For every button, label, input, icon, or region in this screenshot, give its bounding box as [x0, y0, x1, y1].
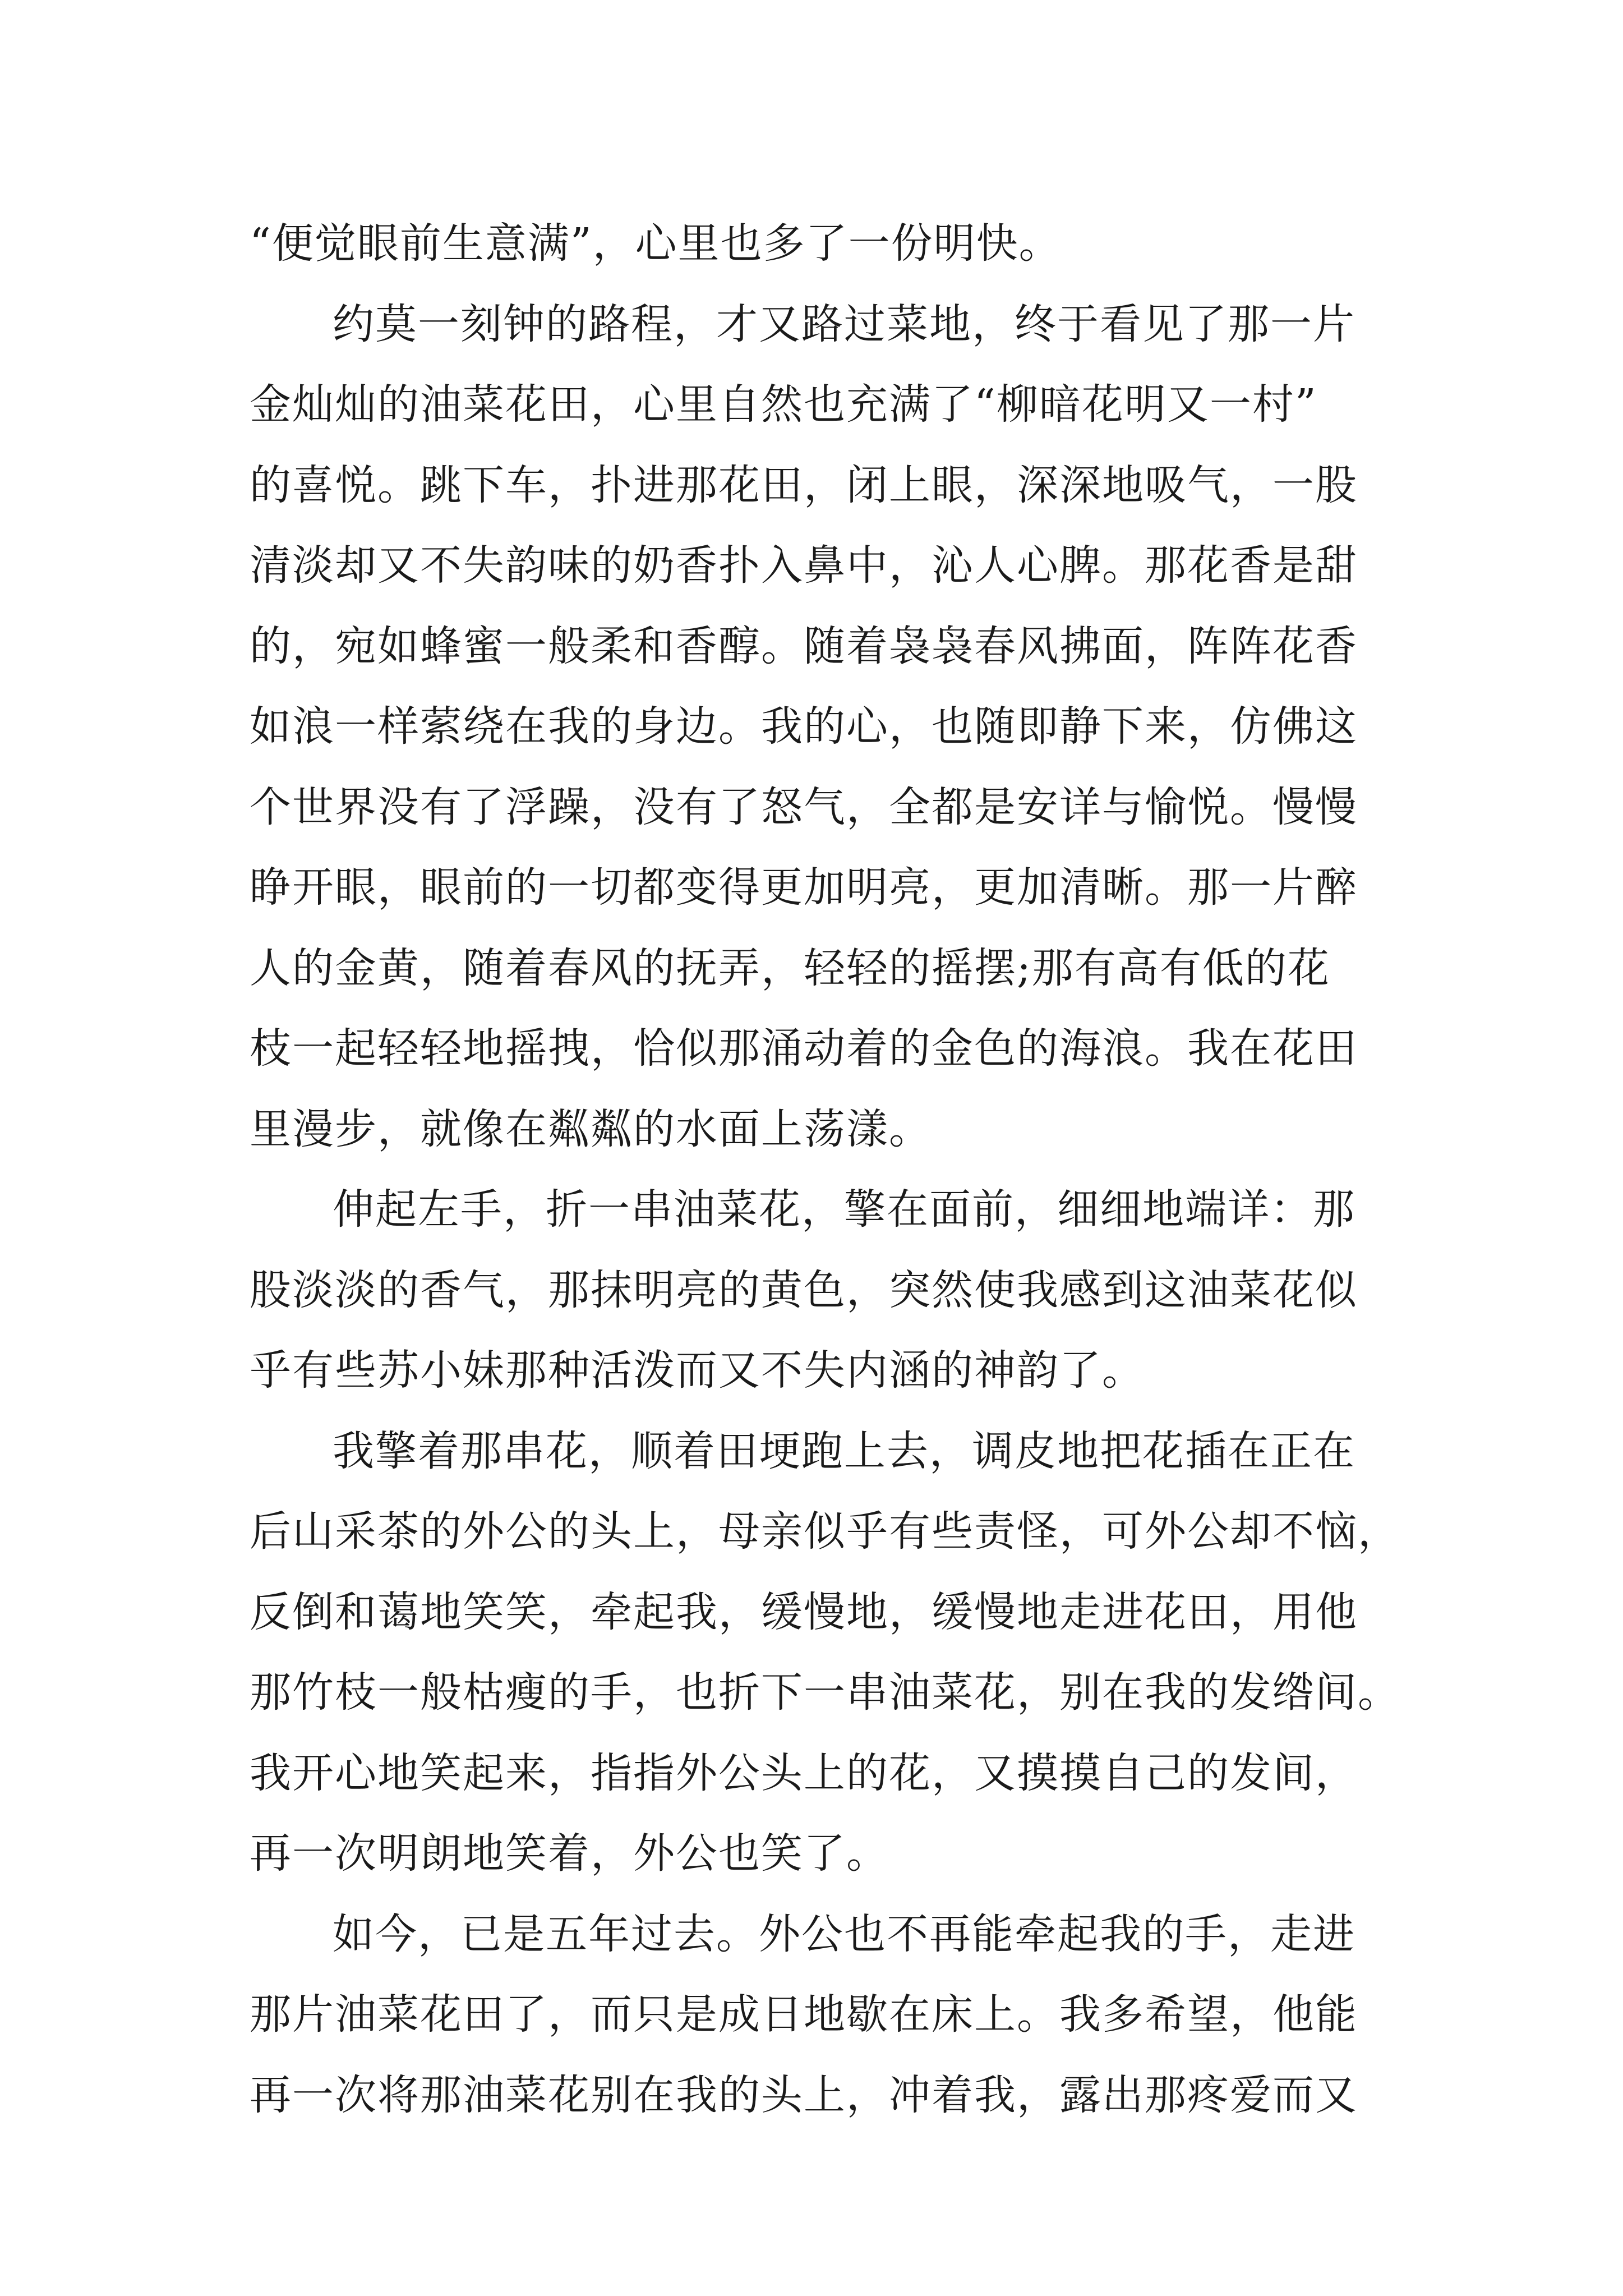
essay-body: [250, 204, 1400, 2136]
paragraph-first-line: 如今，已是五年过去。外公也不再能牵起我的手，走进: [333, 1910, 1355, 1958]
text-line: 后山采茶的外公的头上，母亲似乎有些责怪，可外公却不恼，: [250, 1507, 1400, 1556]
text-line: 里漫步，就像在粼粼的水面上荡漾。: [250, 1105, 932, 1153]
text-line: 金灿灿的油菜花田，心里自然也充满了“柳暗花明又一村”: [250, 380, 1317, 429]
text-line: 的喜悦。跳下车，扑进那花田，闭上眼，深深地吸气，一股: [250, 461, 1358, 509]
text-line: 枝一起轻轻地摇拽，恰似那涌动着的金色的海浪。我在花田: [250, 1024, 1358, 1073]
text-line: 再一次将那油菜花别在我的头上，冲着我，露出那疼爱而又: [250, 2070, 1358, 2119]
text-line: 人的金黄，随着春风的抚弄，轻轻的摇摆;那有高有低的花: [250, 944, 1330, 992]
text-line: 清淡却又不失韵味的奶香扑入鼻中，沁人心脾。那花香是甜: [250, 541, 1358, 590]
text-line: 我开心地笑起来，指指外公头上的花，又摸摸自己的发间，: [250, 1749, 1358, 1797]
text-line: 乎有些苏小妹那种活泼而又不失内涵的神韵了。: [250, 1346, 1145, 1395]
paragraph-first-line: 约莫一刻钟的路程，才又路过菜地，终于看见了那一片: [333, 300, 1355, 348]
paragraph-first-line: 我擎着那串花，顺着田埂跑上去，调皮地把花插在正在: [333, 1427, 1355, 1475]
text-line: 睁开眼，眼前的一切都变得更加明亮，更加清晰。那一片醉: [250, 863, 1358, 912]
text-line: “便觉眼前生意满”，心里也多了一份明快。: [250, 219, 1062, 268]
text-line: 如浪一样萦绕在我的身边。我的心，也随即静下来，仿佛这: [250, 702, 1358, 751]
text-line: 的，宛如蜂蜜一般柔和香醇。随着袅袅春风拂面，阵阵花香: [250, 622, 1358, 670]
text-line: 那竹枝一般枯瘦的手，也折下一串油菜花，别在我的发绺间。: [250, 1668, 1400, 1717]
text-line: 再一次明朗地笑着，外公也笑了。: [250, 1829, 889, 1878]
text-line: 股淡淡的香气，那抹明亮的黄色，突然使我感到这油菜花似: [250, 1266, 1358, 1314]
text-line: 那片油菜花田了，而只是成日地歇在床上。我多希望，他能: [250, 1990, 1358, 2039]
paragraph-first-line: 伸起左手，折一串油菜花，擎在面前，细细地端详：那: [333, 1185, 1355, 1234]
text-line: 反倒和蔼地笑笑，牵起我，缓慢地，缓慢地走进花田，用他: [250, 1588, 1358, 1636]
text-line: 个世界没有了浮躁，没有了怒气，全都是安详与愉悦。慢慢: [250, 783, 1358, 831]
